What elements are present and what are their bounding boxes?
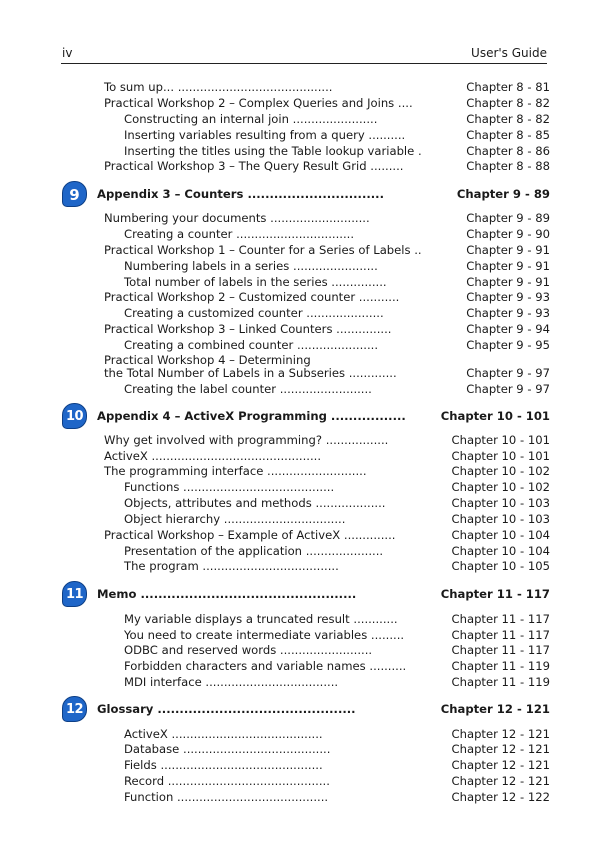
- toc-entry-title: Creating a combined counter ......................: [124, 338, 379, 352]
- toc-entry-title: Constructing an internal join .......................: [124, 112, 378, 126]
- toc-entry-title: Fields ............................................: [124, 758, 323, 772]
- toc-entry-page: Chapter 10 - 102: [451, 464, 550, 478]
- toc-entry-page: Chapter 9 - 91: [466, 243, 550, 257]
- toc-entry-page: Chapter 10 - 103: [451, 512, 550, 526]
- toc-entry-page: Chapter 12 - 121: [451, 758, 550, 772]
- toc-entry-title: Inserting variables resulting from a query ..........: [124, 128, 406, 142]
- toc-entry-page: Chapter 11 - 119: [451, 659, 550, 673]
- toc-entry-title: Practical Workshop 3 – Linked Counters ...............: [104, 322, 392, 336]
- toc-entry-page: Chapter 11 - 117: [451, 628, 550, 642]
- toc-entry-page: Chapter 9 - 94: [466, 322, 550, 336]
- toc-entry-title: ODBC and reserved words .........................: [124, 643, 373, 657]
- page-header: [62, 46, 547, 62]
- toc-entry-page: Chapter 8 - 86: [466, 144, 550, 158]
- toc-entry-page: Chapter 9 - 89: [456, 187, 550, 201]
- toc-entry-page: Chapter 8 - 82: [466, 96, 550, 110]
- toc-entry-page: Chapter 8 - 85: [466, 128, 550, 142]
- toc-entry-title: ActiveX ..............................................: [104, 449, 322, 463]
- toc-entry-page: Chapter 12 - 122: [451, 790, 550, 804]
- toc-entry-page: Chapter 8 - 88: [466, 159, 550, 173]
- toc-entry-page: Chapter 11 - 119: [451, 675, 550, 689]
- toc-entry-title: Why get involved with programming? .................: [104, 433, 389, 447]
- toc-entry-page: Chapter 8 - 81: [466, 80, 550, 94]
- toc-entry-page: Chapter 11 - 117: [451, 612, 550, 626]
- toc-entry-page: Chapter 12 - 121: [451, 774, 550, 788]
- toc-entry-page: Chapter 12 - 121: [451, 742, 550, 756]
- toc-entry-title: You need to create intermediate variables .........: [124, 628, 405, 642]
- toc-entry-page: Chapter 9 - 93: [466, 290, 550, 304]
- toc-entry-page: Chapter 11 - 117: [451, 643, 550, 657]
- toc-entry-title: Practical Workshop 2 – Customized counter ...........: [104, 290, 400, 304]
- toc-entry-title: Practical Workshop 3 – The Query Result Grid .........: [104, 159, 404, 173]
- toc-entry-page: Chapter 9 - 93: [466, 306, 550, 320]
- header-rule: [61, 63, 547, 64]
- toc-entry-title: The programming interface ...........................: [104, 464, 367, 478]
- toc-entry-title: Creating a counter ................................: [124, 227, 355, 241]
- toc-entry-title: My variable displays a truncated result ............: [124, 612, 398, 626]
- toc-entry-page: Chapter 12 - 121: [440, 702, 550, 716]
- toc-entry-page: Chapter 10 - 101: [451, 449, 550, 463]
- toc-entry-title: Functions .........................................: [124, 480, 335, 494]
- toc-entry-page: Chapter 9 - 91: [466, 275, 550, 289]
- toc-entry-title: Forbidden characters and variable names ..........: [124, 659, 407, 673]
- toc-entry-title: ActiveX .........................................: [124, 727, 323, 741]
- page-number: iv: [62, 46, 73, 60]
- toc-entry-page: Chapter 10 - 105: [451, 559, 550, 573]
- toc-entry-title: Appendix 3 – Counters ...............................: [97, 187, 384, 201]
- toc-entry-page: Chapter 10 - 104: [451, 544, 550, 558]
- toc-entry-title: Inserting the titles using the Table lookup variable .: [124, 144, 422, 158]
- toc-entry-page: Chapter 10 - 103: [451, 496, 550, 510]
- toc-entry-page: Chapter 10 - 102: [451, 480, 550, 494]
- toc-entry-page: Chapter 9 - 89: [466, 211, 550, 225]
- toc-entry-title: Glossary .............................................: [97, 702, 356, 716]
- toc-entry-title: Creating a customized counter .....................: [124, 306, 384, 320]
- toc-entry-title: Presentation of the application .....................: [124, 544, 384, 558]
- toc-entry-title: MDI interface ....................................: [124, 675, 339, 689]
- toc-entry-title: Practical Workshop – Example of ActiveX ..............: [104, 528, 396, 542]
- toc-entry-page: Chapter 10 - 101: [451, 433, 550, 447]
- toc-entry-title: Database ........................................: [124, 742, 331, 756]
- toc-entry-title: Creating the label counter .........................: [124, 382, 372, 396]
- toc-entry-title: the Total Number of Labels in a Subseries .............: [104, 366, 397, 380]
- toc-entry-title: To sum up... ..........................................: [104, 80, 333, 94]
- toc-entry-title: Numbering labels in a series .......................: [124, 259, 378, 273]
- toc-entry-title: Practical Workshop 4 – Determining: [104, 353, 311, 367]
- toc-entry-page: Chapter 10 - 101: [440, 409, 550, 423]
- toc-entry-page: Chapter 9 - 97: [466, 382, 550, 396]
- toc-entry-page: Chapter 12 - 121: [451, 727, 550, 741]
- toc-entry-title: Object hierarchy .................................: [124, 512, 346, 526]
- toc-entry-title: Record ............................................: [124, 774, 330, 788]
- chapter-number-badge: 9: [62, 181, 87, 207]
- toc-entry-title: Function .........................................: [124, 790, 329, 804]
- toc-entry-title: Numbering your documents ...........................: [104, 211, 370, 225]
- chapter-number-badge: 10: [62, 403, 87, 429]
- chapter-number-badge: 11: [62, 581, 87, 607]
- toc-entry-page: Chapter 9 - 90: [466, 227, 550, 241]
- toc-entry-title: Practical Workshop 2 – Complex Queries and Joins ....: [104, 96, 413, 110]
- toc-entry-title: Total number of labels in the series ...............: [124, 275, 387, 289]
- toc-entry-page: Chapter 8 - 82: [466, 112, 550, 126]
- book-title: User's Guide: [471, 46, 547, 60]
- toc-entry-page: Chapter 9 - 91: [466, 259, 550, 273]
- toc-entry-page: Chapter 10 - 104: [451, 528, 550, 542]
- toc-entry-page: Chapter 9 - 95: [466, 338, 550, 352]
- toc-entry-page: Chapter 11 - 117: [440, 587, 550, 601]
- toc-entry-title: The program .....................................: [124, 559, 339, 573]
- toc-entry-title: Objects, attributes and methods ...................: [124, 496, 386, 510]
- toc-entry-title: Memo .................................................: [97, 587, 357, 601]
- toc-entry-title: Practical Workshop 1 – Counter for a Series of Labels ..: [104, 243, 422, 257]
- chapter-number-badge: 12: [62, 696, 87, 722]
- toc-entry-page: Chapter 9 - 97: [466, 366, 550, 380]
- toc-entry-title: Appendix 4 – ActiveX Programming .................: [97, 409, 406, 423]
